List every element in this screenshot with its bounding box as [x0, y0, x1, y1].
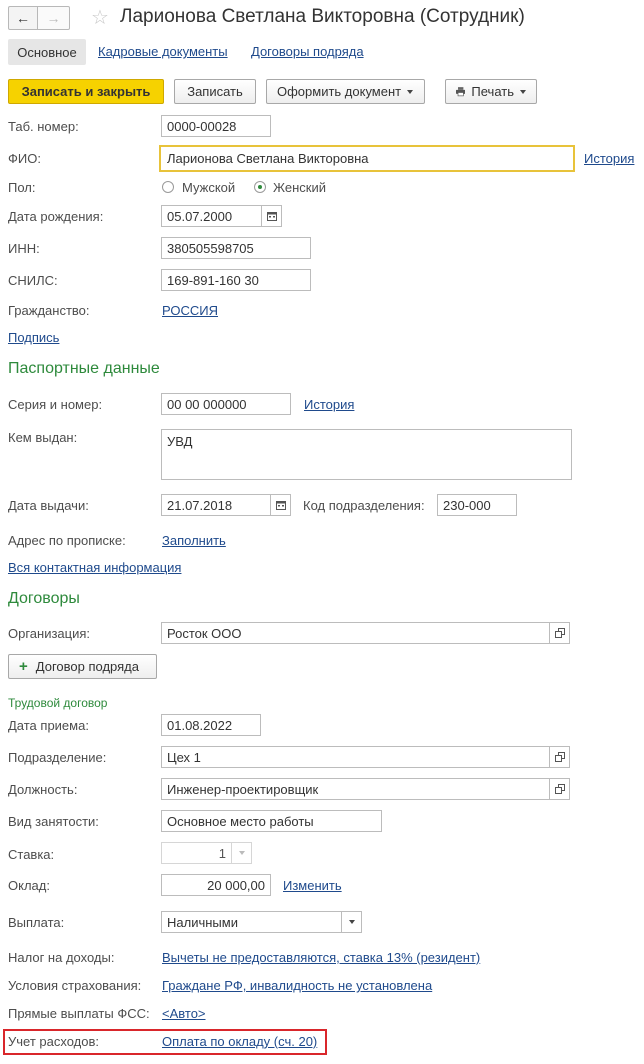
tab-gpc-contracts[interactable]: Договоры подряда: [251, 44, 364, 59]
fss-link[interactable]: <Авто>: [162, 1006, 206, 1021]
window-title: Ларионова Светлана Викторовна (Сотрудник): [120, 6, 525, 27]
position-open-button[interactable]: [550, 778, 570, 800]
fss-label: Прямые выплаты ФСС:: [8, 1006, 150, 1021]
organization-field[interactable]: [161, 622, 550, 644]
gender-female-radio[interactable]: [254, 181, 266, 193]
chevron-down-icon: [520, 90, 526, 94]
back-button[interactable]: [8, 6, 38, 30]
chevron-down-icon: [349, 920, 355, 924]
organization-label: Организация:: [8, 626, 91, 641]
tab-main-label: Основное: [17, 44, 77, 60]
fio-history-link[interactable]: История: [584, 151, 635, 166]
birth-date-calendar-button[interactable]: [262, 205, 282, 227]
save-and-close-label: Записать и закрыть: [21, 84, 151, 99]
passport-history-link[interactable]: История: [304, 397, 355, 412]
salary-value: 20 000,00: [207, 878, 265, 893]
save-button[interactable]: [174, 79, 256, 104]
position-field[interactable]: [161, 778, 550, 800]
tab-number-label: Таб. номер:: [8, 119, 79, 134]
tab-number-field[interactable]: [161, 115, 271, 137]
gpc-contract-button[interactable]: [8, 654, 157, 679]
fio-value: Ларионова Светлана Викторовна: [167, 151, 369, 166]
issue-date-calendar-button[interactable]: [271, 494, 291, 516]
gender-female-label[interactable]: Женский: [273, 180, 326, 195]
expenses-label: Учет расходов:: [8, 1034, 99, 1049]
tab-hr-documents[interactable]: Кадровые документы: [98, 44, 228, 59]
department-open-button[interactable]: [550, 746, 570, 768]
save-label: Записать: [187, 84, 243, 99]
insurance-label: Условия страхования:: [8, 978, 142, 993]
rate-label: Ставка:: [8, 847, 55, 862]
signature-link[interactable]: Подпись: [8, 330, 60, 345]
department-value: Цех 1: [167, 750, 201, 765]
income-tax-link[interactable]: Вычеты не предоставляются, ставка 13% (резидент): [162, 950, 481, 965]
arrow-left-icon: ←: [16, 10, 30, 26]
issued-by-field[interactable]: [161, 429, 572, 480]
passport-series-label: Серия и номер:: [8, 397, 103, 412]
hire-date-field[interactable]: [161, 714, 261, 736]
gender-male-radio[interactable]: [162, 181, 174, 193]
payment-field[interactable]: [161, 911, 342, 933]
position-label: Должность:: [8, 782, 78, 797]
dept-code-label: Код подразделения:: [303, 498, 425, 513]
gender-label: Пол:: [8, 180, 36, 195]
labor-contract-title: Трудовой договор: [8, 696, 108, 710]
contacts-link[interactable]: Вся контактная информация: [8, 560, 182, 575]
open-icon: [555, 628, 565, 638]
birth-date-label: Дата рождения:: [8, 209, 104, 224]
payment-dropdown-button[interactable]: [342, 911, 362, 933]
organization-open-button[interactable]: [550, 622, 570, 644]
dept-code-value: 230-000: [443, 498, 491, 513]
passport-series-field[interactable]: [161, 393, 291, 415]
address-label: Адрес по прописке:: [8, 533, 126, 548]
hire-date-value: 01.08.2022: [167, 718, 233, 733]
income-tax-label: Налог на доходы:: [8, 950, 115, 965]
passport-series-value: 00 00 000000: [167, 397, 247, 412]
snils-field[interactable]: [161, 269, 311, 291]
chevron-down-icon: [407, 90, 413, 94]
tab-main[interactable]: [8, 39, 86, 65]
fio-field[interactable]: [159, 145, 575, 172]
open-icon: [555, 752, 565, 762]
salary-change-link[interactable]: Изменить: [283, 878, 342, 893]
payment-label: Выплата:: [8, 915, 65, 930]
citizenship-link[interactable]: РОССИЯ: [162, 303, 219, 318]
salary-label: Оклад:: [8, 878, 50, 893]
create-document-button[interactable]: [266, 79, 425, 104]
fio-label: ФИО:: [8, 151, 41, 166]
forward-button[interactable]: [38, 6, 70, 30]
plus-icon: +: [19, 658, 28, 675]
employment-type-field[interactable]: [161, 810, 382, 832]
department-field[interactable]: [161, 746, 550, 768]
create-document-label: Оформить документ: [277, 84, 402, 99]
print-label: Печать: [471, 84, 514, 99]
print-button[interactable]: [445, 79, 537, 104]
birth-date-field[interactable]: [161, 205, 262, 227]
address-fill-link[interactable]: Заполнить: [162, 533, 226, 548]
issue-date-value: 21.07.2018: [167, 498, 233, 513]
snils-value: 169-891-160 30: [167, 273, 259, 288]
hire-date-label: Дата приема:: [8, 718, 89, 733]
issued-by-value: УВД: [167, 434, 193, 449]
rate-value: 1: [218, 846, 226, 861]
passport-section-title: Паспортные данные: [8, 360, 160, 377]
star-icon[interactable]: ☆: [91, 7, 109, 29]
employment-type-label: Вид занятости:: [8, 814, 99, 829]
organization-value: Росток ООО: [167, 626, 242, 641]
calendar-icon: [276, 500, 286, 510]
department-label: Подразделение:: [8, 750, 107, 765]
employment-type-value: Основное место работы: [167, 814, 314, 829]
snils-label: СНИЛС:: [8, 273, 58, 288]
position-value: Инженер-проектировщик: [167, 782, 319, 797]
tab-number-value: 0000-00028: [167, 119, 237, 134]
gender-male-label[interactable]: Мужской: [182, 180, 236, 195]
issued-by-label: Кем выдан:: [8, 430, 78, 445]
inn-label: ИНН:: [8, 241, 40, 256]
contracts-section-title: Договоры: [8, 590, 80, 607]
printer-icon: [456, 85, 465, 98]
open-icon: [555, 784, 565, 794]
insurance-link[interactable]: Граждане РФ, инвалидность не установлена: [162, 978, 433, 993]
salary-field[interactable]: [161, 874, 271, 896]
payment-value: Наличными: [167, 915, 238, 930]
issue-date-field[interactable]: [161, 494, 271, 516]
gpc-contract-label: Договор подряда: [35, 659, 139, 674]
inn-field[interactable]: [161, 237, 311, 259]
chevron-down-icon: [239, 851, 245, 855]
dept-code-field[interactable]: [437, 494, 517, 516]
expenses-link[interactable]: Оплата по окладу (сч. 20): [162, 1034, 318, 1049]
calendar-icon: [267, 211, 277, 221]
birth-date-value: 05.07.2000: [167, 209, 233, 224]
issue-date-label: Дата выдачи:: [8, 498, 89, 513]
citizenship-label: Гражданство:: [8, 303, 90, 318]
save-and-close-button[interactable]: [8, 79, 164, 104]
rate-dropdown-button[interactable]: [232, 842, 252, 864]
inn-value: 380505598705: [167, 241, 254, 256]
arrow-right-icon: →: [46, 10, 61, 26]
rate-field[interactable]: [161, 842, 232, 864]
